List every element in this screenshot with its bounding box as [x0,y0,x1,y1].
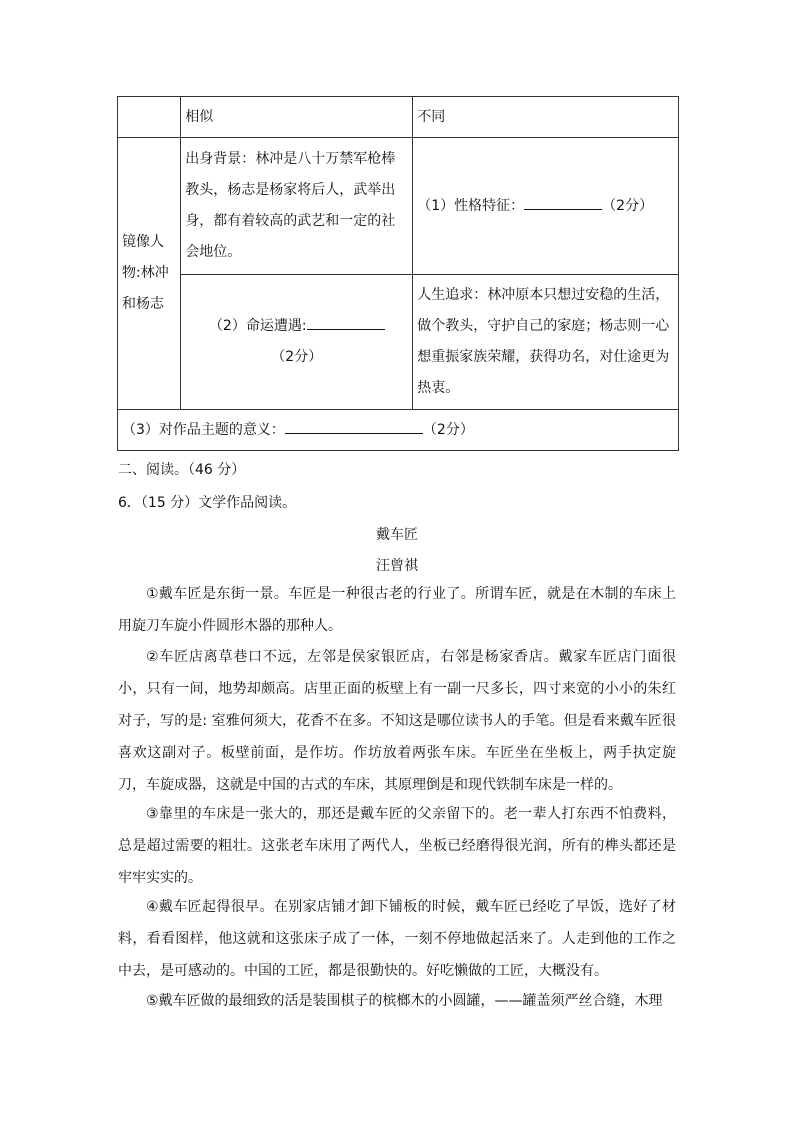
header-similar-cell: 相似 [181,97,413,138]
q2-label: （2）命运遭遇: [208,318,307,334]
article-title: 戴车匠 [376,527,418,543]
q1-answer-blank[interactable] [524,195,602,210]
header-different-cell: 不同 [413,97,679,138]
q3-label: （3）对作品主题的意义： [122,421,285,438]
paragraph: ②车匠店离草巷口不远，左邻是侯家银匠店，右邻是杨家香店。戴家车匠店门面很小，只有一间，地势却颇高。店里正面的板壁上有一副一尺多长，四寸来宽的小小的朱红对子，写的是: 室雅何须大，花香不在多。不知这是哪位读书人的手笔。但是看来戴车匠很喜欢这副对子。板壁前面，是作坊。作坊放着两张车床。车匠坐在坐板上，两手执定旋刀，车旋成器，这就是中国的古式的车床，其原理倒是和现代铁制车床是一样的。 [118,649,676,793]
theme-question-cell [118,410,679,451]
paragraph: ③靠里的车床是一张大的，那还是戴车匠的父亲留下的。老一辈人打东西不怕费料，总是超过需要的粗壮。这张老车床用了两代人，坐板已经磨得很光润，所有的榫头都还是牢牢实实的。 [118,806,676,886]
paragraph: ①戴车匠是东街一景。车匠是一种很古老的行业了。所谓车匠，就是在木制的车床上用旋刀车旋小件圆形木器的那种人。 [118,586,676,634]
table-row [118,275,679,410]
personality-question-cell [413,138,679,275]
fate-question-cell [181,275,413,410]
q2-answer-blank[interactable] [307,315,385,330]
pursuit-cell: 人生追求：林冲原本只想过安稳的生活，做个教头，守护自己的家庭；杨志则一心想重振家族荣耀，获得功名，对仕途更为热衷。 [413,275,679,410]
comparison-table [117,96,679,451]
paragraph: ④戴车匠起得很早。在别家店铺才卸下铺板的时候，戴车匠已经吃了早饭，选好了材料，看看图样，他这就和这张床子成了一体，一刻不停地做起活来了。人走到他的工作之中去，是可感动的。中国的工匠，都是很勤快的。好吃懒做的工匠，大概没有。 [118,899,676,979]
header-empty-cell [118,97,181,138]
table-header-row [118,97,679,138]
q3-score: （2分） [422,421,474,438]
q3-answer-blank[interactable] [285,419,423,434]
background-cell: 出身背景：林冲是八十万禁军枪棒教头，杨志是杨家将后人，武举出身，都有着较高的武艺和一定的社会地位。 [181,138,413,275]
paragraph: ⑤戴车匠做的最细致的活是装围棋子的槟榔木的小圆罐，——罐盖须严丝合缝，木理 [146,993,663,1009]
q1-label: （1）性格特征： [417,197,525,214]
article-author: 汪曾祺 [376,558,418,574]
q2-score: （2分） [271,349,323,365]
section-heading: 二、阅读。（46 分） [118,462,246,478]
table-row [118,410,679,451]
table-row [118,138,679,275]
q1-score: （2分） [602,197,654,214]
row-label-cell: 镜像人物:林冲和杨志 [118,138,181,410]
question-heading: 6．（15 分）文学作品阅读。 [118,495,297,511]
